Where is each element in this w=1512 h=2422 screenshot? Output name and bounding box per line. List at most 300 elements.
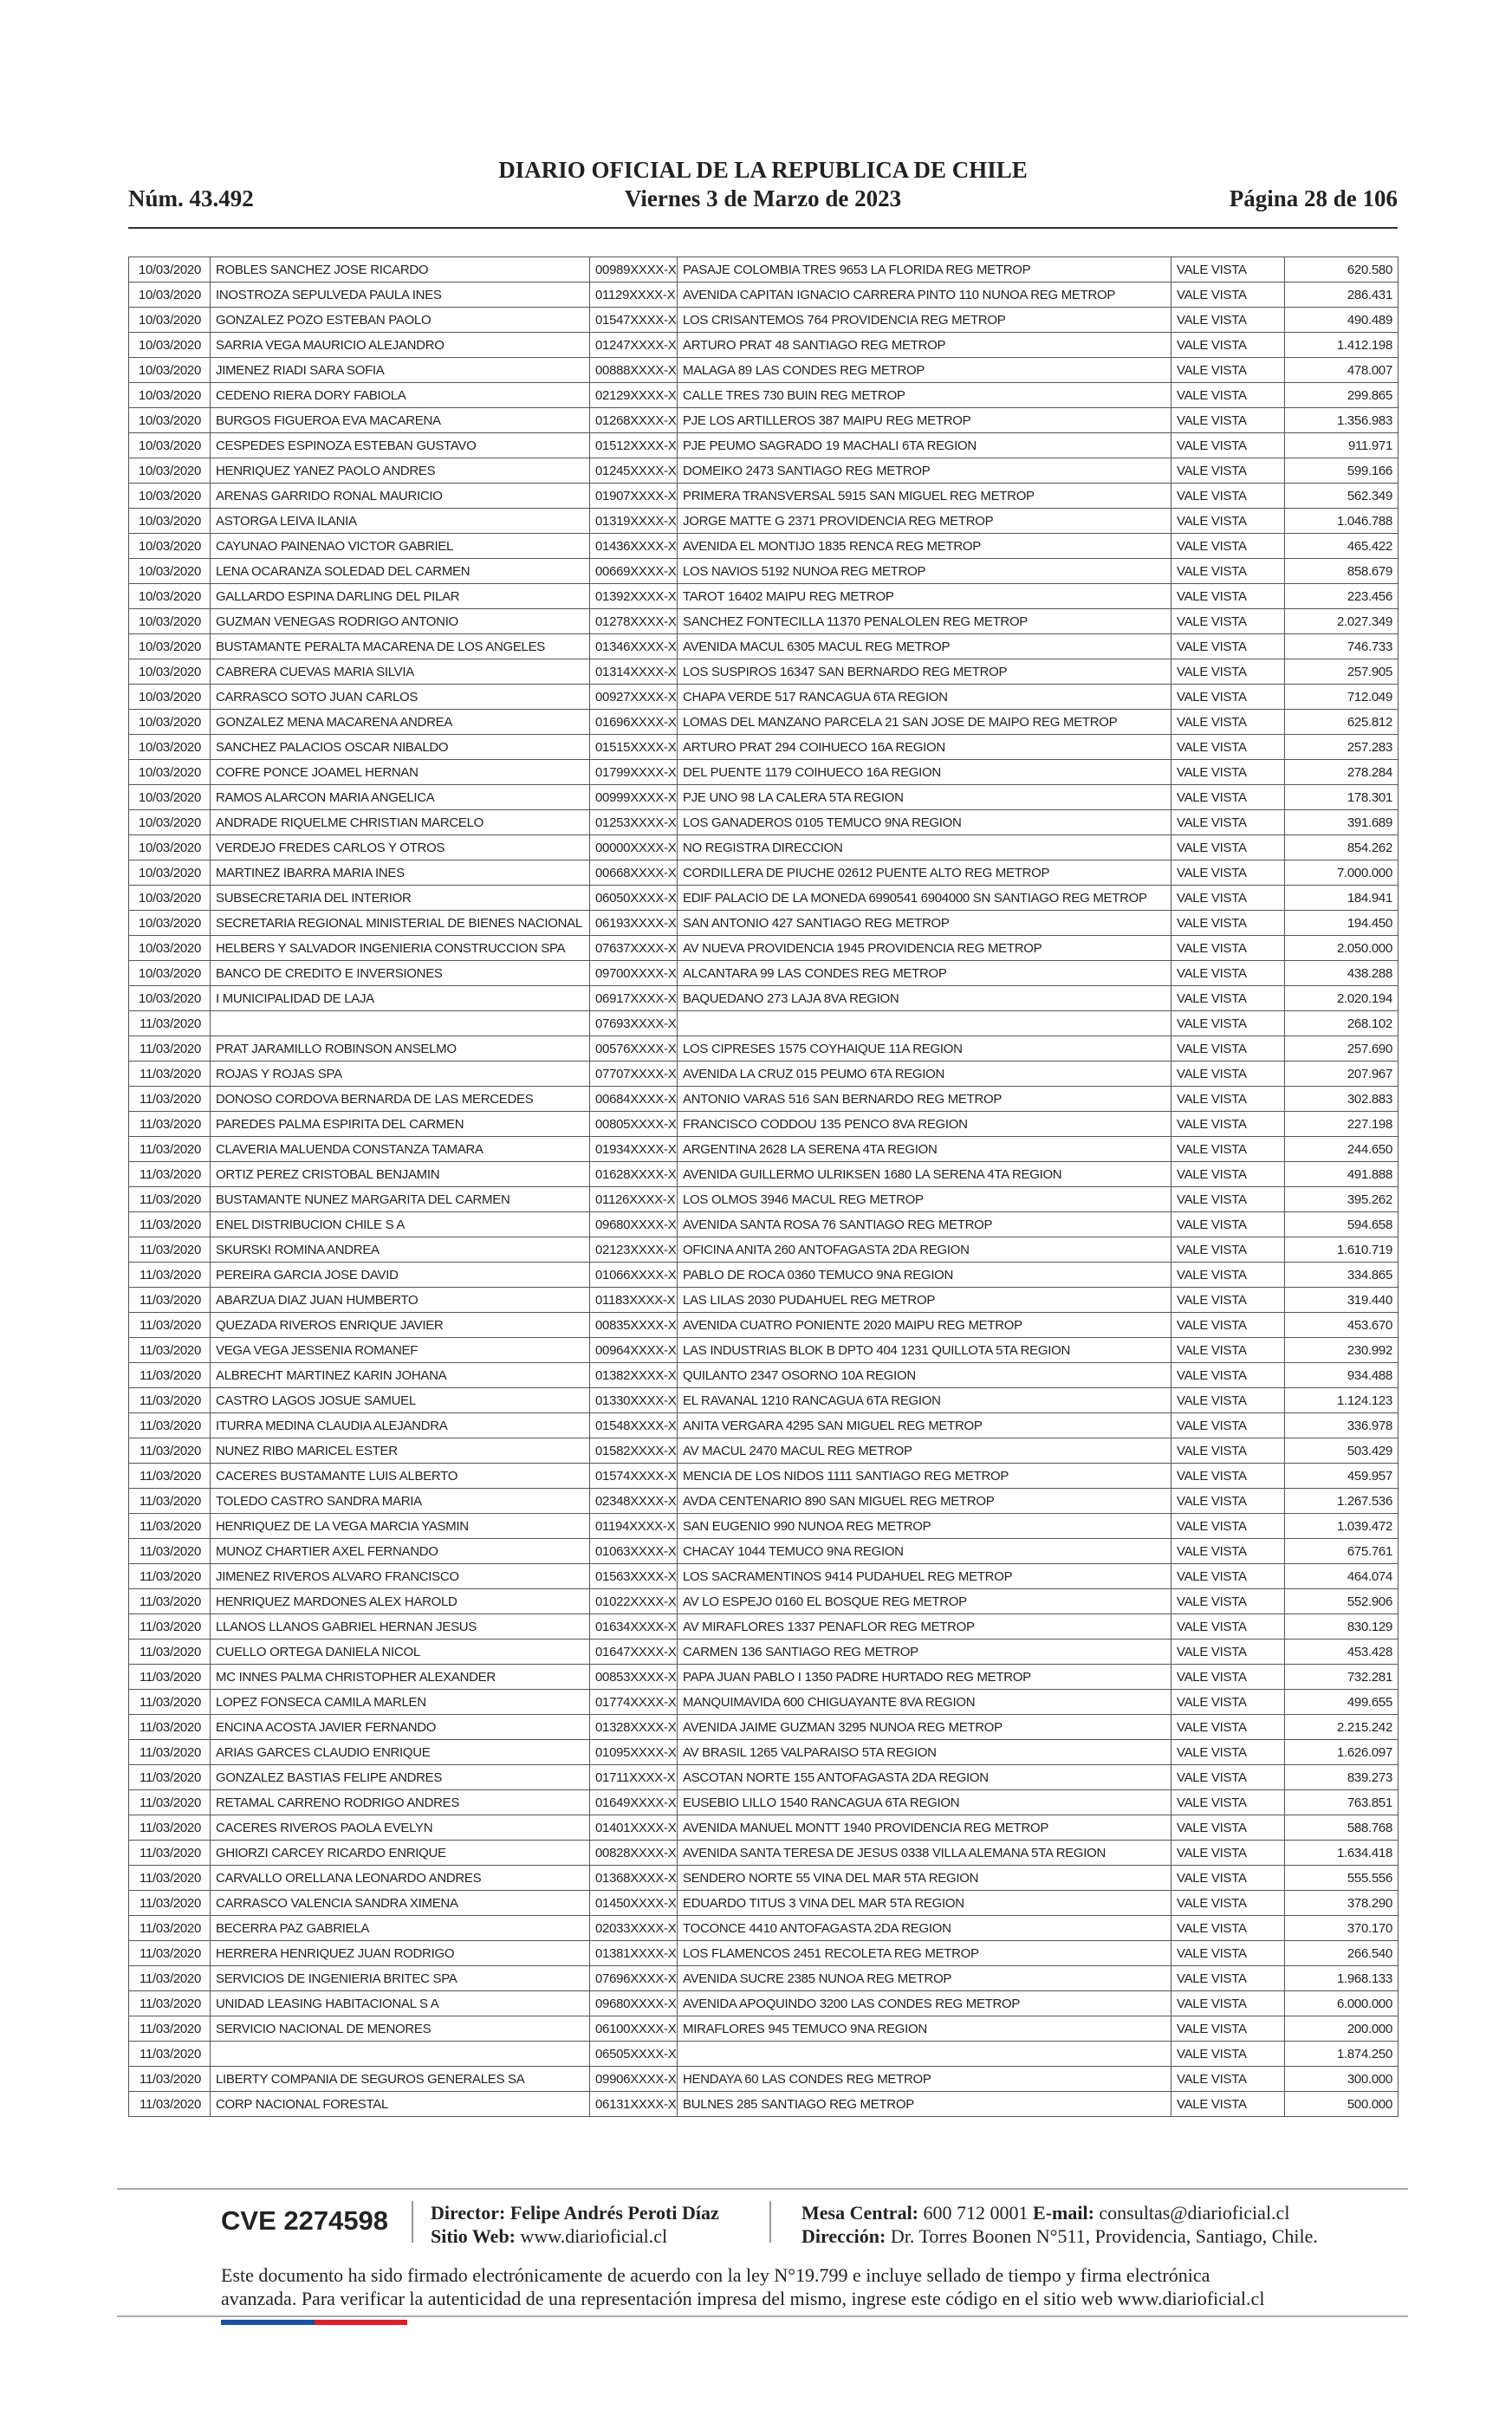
rut-cell: 01268XXXX-X [590,408,678,433]
beneficiary-name-cell: HENRIQUEZ MARDONES ALEX HAROLD [211,1589,590,1614]
amount-cell: 257.690 [1285,1036,1398,1062]
address-cell: CARMEN 136 SANTIAGO REG METROP [678,1640,1171,1665]
beneficiary-name-cell: I MUNICIPALIDAD DE LAJA [211,986,590,1011]
address-cell: ARTURO PRAT 294 COIHUECO 16A REGION [678,735,1171,760]
document-type-cell: VALE VISTA [1171,1740,1285,1765]
rut-cell: 01934XXXX-X [590,1137,678,1162]
rut-cell: 01346XXXX-X [590,634,678,659]
beneficiary-name-cell: HENRIQUEZ DE LA VEGA MARCIA YASMIN [211,1514,590,1539]
payment-date-cell: 10/03/2020 [129,559,211,584]
document-type-cell: VALE VISTA [1171,1866,1285,1891]
flag-stripe [221,2320,407,2325]
beneficiary-name-cell: HELBERS Y SALVADOR INGENIERIA CONSTRUCCION SPA [211,936,590,961]
document-type-cell: VALE VISTA [1171,1187,1285,1212]
address-cell: CHACAY 1044 TEMUCO 9NA REGION [678,1539,1171,1564]
beneficiary-name-cell: RAMOS ALARCON MARIA ANGELICA [211,785,590,810]
payment-date-cell: 10/03/2020 [129,961,211,986]
footer-separator [769,2201,771,2243]
address-cell: BULNES 285 SANTIAGO REG METROP [678,2092,1171,2117]
address-cell [678,2042,1171,2067]
address-cell: QUILANTO 2347 OSORNO 10A REGION [678,1363,1171,1388]
beneficiary-name-cell: BUSTAMANTE PERALTA MACARENA DE LOS ANGELES [211,634,590,659]
payment-date-cell: 10/03/2020 [129,710,211,735]
rut-cell: 00888XXXX-X [590,358,678,383]
payment-date-cell: 10/03/2020 [129,659,211,685]
rut-cell: 01126XXXX-X [590,1187,678,1212]
amount-cell: 230.992 [1285,1338,1398,1363]
address-cell: LOMAS DEL MANZANO PARCELA 21 SAN JOSE DE MAIPO REG METROP [678,710,1171,735]
rut-cell: 01436XXXX-X [590,534,678,559]
beneficiary-name-cell: CACERES RIVEROS PAOLA EVELYN [211,1815,590,1841]
document-type-cell: VALE VISTA [1171,685,1285,710]
address-cell: AV LO ESPEJO 0160 EL BOSQUE REG METROP [678,1589,1171,1614]
document-type-cell: VALE VISTA [1171,1614,1285,1640]
signature-note-line: Este documento ha sido firmado electrónicamente de acuerdo con la ley N°19.799 e incluye sellado de tiempo y firma electrónica [221,2264,1210,2286]
beneficiary-name-cell: SECRETARIA REGIONAL MINISTERIAL DE BIENES NACIONAL [211,911,590,936]
document-type-cell: VALE VISTA [1171,1062,1285,1087]
amount-cell: 2.215.242 [1285,1715,1398,1740]
table-row [129,2042,1398,2067]
table-row [129,358,1398,383]
rut-cell: 01450XXXX-X [590,1891,678,1916]
beneficiary-name-cell: SARRIA VEGA MAURICIO ALEJANDRO [211,333,590,358]
payment-date-cell: 10/03/2020 [129,458,211,484]
payment-date-cell: 10/03/2020 [129,810,211,835]
rut-cell: 07693XXXX-X [590,1011,678,1036]
payment-date-cell: 11/03/2020 [129,1137,211,1162]
amount-cell: 625.812 [1285,710,1398,735]
payment-date-cell: 11/03/2020 [129,1162,211,1187]
address-cell: SANCHEZ FONTECILLA 11370 PENALOLEN REG METROP [678,609,1171,634]
document-type-cell: VALE VISTA [1171,2092,1285,2117]
beneficiary-name-cell: BECERRA PAZ GABRIELA [211,1916,590,1941]
table-row [129,810,1398,835]
address-cell: MENCIA DE LOS NIDOS 1111 SANTIAGO REG METROP [678,1464,1171,1489]
table-row [129,1288,1398,1313]
beneficiary-name-cell: ROBLES SANCHEZ JOSE RICARDO [211,257,590,282]
amount-cell: 1.968.133 [1285,1966,1398,1991]
table-row [129,282,1398,308]
rut-cell: 06505XXXX-X [590,2042,678,2067]
beneficiary-name-cell: GALLARDO ESPINA DARLING DEL PILAR [211,584,590,609]
signature-note-line: avanzada. Para verificar la autenticidad de una representación impresa del mismo, ingrese este código en el sitio web www.diarioficial.cl [221,2288,1265,2309]
payment-date-cell: 11/03/2020 [129,1489,211,1514]
cve-code: CVE 2274598 [221,2205,389,2236]
payment-date-cell: 10/03/2020 [129,785,211,810]
payment-date-cell: 11/03/2020 [129,1941,211,1966]
rut-cell: 01574XXXX-X [590,1464,678,1489]
table-row [129,1514,1398,1539]
amount-cell: 319.440 [1285,1288,1398,1313]
amount-cell: 194.450 [1285,911,1398,936]
rut-cell: 06100XXXX-X [590,2016,678,2042]
rut-cell: 01907XXXX-X [590,484,678,509]
page-number: Página 28 de 106 [1229,185,1398,211]
beneficiary-name-cell: SERVICIOS DE INGENIERIA BRITEC SPA [211,1966,590,1991]
address-cell: LOS FLAMENCOS 2451 RECOLETA REG METROP [678,1941,1171,1966]
table-row [129,1790,1398,1815]
address-cell: AVENIDA APOQUINDO 3200 LAS CONDES REG METROP [678,1991,1171,2016]
rut-cell: 01628XXXX-X [590,1162,678,1187]
address-cell: LAS LILAS 2030 PUDAHUEL REG METROP [678,1288,1171,1313]
rut-cell: 01634XXXX-X [590,1614,678,1640]
address-cell: HENDAYA 60 LAS CONDES REG METROP [678,2067,1171,2092]
payment-date-cell: 11/03/2020 [129,1212,211,1237]
payment-date-cell: 10/03/2020 [129,860,211,886]
amount-cell: 438.288 [1285,961,1398,986]
beneficiary-name-cell: SUBSECRETARIA DEL INTERIOR [211,886,590,911]
address-cell: MANQUIMAVIDA 600 CHIGUAYANTE 8VA REGION [678,1690,1171,1715]
payment-date-cell: 11/03/2020 [129,1539,211,1564]
amount-cell: 1.124.123 [1285,1388,1398,1413]
document-type-cell: VALE VISTA [1171,911,1285,936]
beneficiary-name-cell: ALBRECHT MARTINEZ KARIN JOHANA [211,1363,590,1388]
beneficiary-name-cell: PAREDES PALMA ESPIRITA DEL CARMEN [211,1112,590,1137]
document-type-cell: VALE VISTA [1171,1162,1285,1187]
document-type-cell: VALE VISTA [1171,358,1285,383]
table-row [129,1263,1398,1288]
beneficiary-name-cell: BUSTAMANTE NUNEZ MARGARITA DEL CARMEN [211,1187,590,1212]
payment-date-cell: 10/03/2020 [129,886,211,911]
payment-date-cell: 11/03/2020 [129,2067,211,2092]
amount-cell: 395.262 [1285,1187,1398,1212]
amount-cell: 244.650 [1285,1137,1398,1162]
table-row [129,308,1398,333]
rut-cell: 01649XXXX-X [590,1790,678,1815]
beneficiary-name-cell: ROJAS Y ROJAS SPA [211,1062,590,1087]
address-cell: AV MACUL 2470 MACUL REG METROP [678,1438,1171,1464]
table-row [129,1438,1398,1464]
amount-cell: 302.883 [1285,1087,1398,1112]
address-cell: TOCONCE 4410 ANTOFAGASTA 2DA REGION [678,1916,1171,1941]
amount-cell: 1.626.097 [1285,1740,1398,1765]
beneficiary-name-cell: BANCO DE CREDITO E INVERSIONES [211,961,590,986]
rut-cell: 00828XXXX-X [590,1841,678,1866]
footer-divider-top [117,2188,1408,2190]
document-type-cell: VALE VISTA [1171,333,1285,358]
beneficiary-name-cell: ARIAS GARCES CLAUDIO ENRIQUE [211,1740,590,1765]
table-row [129,685,1398,710]
document-type-cell: VALE VISTA [1171,1891,1285,1916]
payment-date-cell: 11/03/2020 [129,1790,211,1815]
beneficiary-name-cell: UNIDAD LEASING HABITACIONAL S A [211,1991,590,2016]
rut-cell: 02129XXXX-X [590,383,678,408]
payment-date-cell: 10/03/2020 [129,333,211,358]
amount-cell: 934.488 [1285,1363,1398,1388]
document-type-cell: VALE VISTA [1171,1137,1285,1162]
website-link[interactable]: www.diarioficial.cl [520,2225,668,2247]
publication-title [128,156,1398,213]
table-row [129,1941,1398,1966]
rut-cell: 01392XXXX-X [590,584,678,609]
rut-cell: 07696XXXX-X [590,1966,678,1991]
address-cell: AVENIDA SANTA TERESA DE JESUS 0338 VILLA ALEMANA 5TA REGION [678,1841,1171,1866]
table-row [129,257,1398,282]
rut-cell: 01129XXXX-X [590,282,678,308]
document-type-cell: VALE VISTA [1171,1263,1285,1288]
publication-date: Viernes 3 de Marzo de 2023 [624,185,902,211]
table-row [129,1715,1398,1740]
table-row [129,1464,1398,1489]
contact-block [801,2201,1318,2248]
document-type-cell: VALE VISTA [1171,1640,1285,1665]
payment-date-cell: 10/03/2020 [129,484,211,509]
beneficiary-name-cell: ASTORGA LEIVA ILANIA [211,509,590,534]
address-cell: CHAPA VERDE 517 RANCAGUA 6TA REGION [678,685,1171,710]
rut-cell: 01381XXXX-X [590,1941,678,1966]
document-type-cell: VALE VISTA [1171,1589,1285,1614]
address-cell: AVDA CENTENARIO 890 SAN MIGUEL REG METROP [678,1489,1171,1514]
document-type-cell: VALE VISTA [1171,886,1285,911]
document-type-cell: VALE VISTA [1171,1690,1285,1715]
amount-cell: 763.851 [1285,1790,1398,1815]
beneficiary-name-cell: CACERES BUSTAMANTE LUIS ALBERTO [211,1464,590,1489]
rut-cell: 01548XXXX-X [590,1413,678,1438]
address-cell: PJE UNO 98 LA CALERA 5TA REGION [678,785,1171,810]
address-cell: DEL PUENTE 1179 COIHUECO 16A REGION [678,760,1171,785]
amount-cell: 6.000.000 [1285,1991,1398,2016]
beneficiary-name-cell: CUELLO ORTEGA DANIELA NICOL [211,1640,590,1665]
rut-cell: 01319XXXX-X [590,509,678,534]
flag-stripe-blue [221,2320,315,2325]
address-cell: ALCANTARA 99 LAS CONDES REG METROP [678,961,1171,986]
address-cell: EDIF PALACIO DE LA MONEDA 6990541 6904000 SN SANTIAGO REG METROP [678,886,1171,911]
document-type-cell: VALE VISTA [1171,1539,1285,1564]
beneficiary-name-cell: PEREIRA GARCIA JOSE DAVID [211,1263,590,1288]
document-type-cell: VALE VISTA [1171,2067,1285,2092]
beneficiary-name-cell: PRAT JARAMILLO ROBINSON ANSELMO [211,1036,590,1062]
amount-cell: 1.610.719 [1285,1237,1398,1263]
beneficiary-name-cell: RETAMAL CARRENO RODRIGO ANDRES [211,1790,590,1815]
document-type-cell: VALE VISTA [1171,1790,1285,1815]
rut-cell: 06050XXXX-X [590,886,678,911]
address-cell: ANTONIO VARAS 516 SAN BERNARDO REG METROP [678,1087,1171,1112]
document-type-cell: VALE VISTA [1171,1715,1285,1740]
table-row [129,760,1398,785]
document-type-cell: VALE VISTA [1171,1464,1285,1489]
address-cell: JORGE MATTE G 2371 PROVIDENCIA REG METROP [678,509,1171,534]
amount-cell: 555.556 [1285,1866,1398,1891]
amount-cell: 223.456 [1285,584,1398,609]
payment-date-cell: 11/03/2020 [129,1036,211,1062]
payment-date-cell: 11/03/2020 [129,1288,211,1313]
payment-date-cell: 11/03/2020 [129,1916,211,1941]
table-row [129,1112,1398,1137]
table-row [129,1866,1398,1891]
table-row [129,1187,1398,1212]
rut-cell: 01512XXXX-X [590,433,678,458]
beneficiary-name-cell: HERRERA HENRIQUEZ JUAN RODRIGO [211,1941,590,1966]
address-cell: AVENIDA SANTA ROSA 76 SANTIAGO REG METROP [678,1212,1171,1237]
signature-note [221,2263,1365,2310]
rut-cell: 01382XXXX-X [590,1363,678,1388]
amount-cell: 1.874.250 [1285,2042,1398,2067]
address-cell: AV BRASIL 1265 VALPARAISO 5TA REGION [678,1740,1171,1765]
payment-date-cell: 10/03/2020 [129,986,211,1011]
table-row [129,710,1398,735]
beneficiary-name-cell: INOSTROZA SEPULVEDA PAULA INES [211,282,590,308]
beneficiary-name-cell: BURGOS FIGUEROA EVA MACARENA [211,408,590,433]
address-cell: PAPA JUAN PABLO I 1350 PADRE HURTADO REG METROP [678,1665,1171,1690]
amount-cell: 268.102 [1285,1011,1398,1036]
amount-cell: 675.761 [1285,1539,1398,1564]
payment-date-cell: 10/03/2020 [129,911,211,936]
payment-date-cell: 11/03/2020 [129,1514,211,1539]
address-cell: PRIMERA TRANSVERSAL 5915 SAN MIGUEL REG METROP [678,484,1171,509]
email-link[interactable]: consultas@diarioficial.cl [1099,2202,1290,2224]
document-type-cell: VALE VISTA [1171,1363,1285,1388]
payment-date-cell: 11/03/2020 [129,2016,211,2042]
beneficiary-name-cell: JIMENEZ RIVEROS ALVARO FRANCISCO [211,1564,590,1589]
amount-cell: 854.262 [1285,835,1398,860]
rut-cell: 09680XXXX-X [590,1212,678,1237]
beneficiary-name-cell: NUNEZ RIBO MARICEL ESTER [211,1438,590,1464]
amount-cell: 594.658 [1285,1212,1398,1237]
amount-cell: 370.170 [1285,1916,1398,1941]
table-row [129,559,1398,584]
beneficiary-name-cell: GONZALEZ BASTIAS FELIPE ANDRES [211,1765,590,1790]
document-type-cell: VALE VISTA [1171,1288,1285,1313]
amount-cell: 599.166 [1285,458,1398,484]
table-row [129,408,1398,433]
address-cell: PABLO DE ROCA 0360 TEMUCO 9NA REGION [678,1263,1171,1288]
address-cell: LOS SUSPIROS 16347 SAN BERNARDO REG METROP [678,659,1171,685]
address-cell: AVENIDA MACUL 6305 MACUL REG METROP [678,634,1171,659]
beneficiary-name-cell: COFRE PONCE JOAMEL HERNAN [211,760,590,785]
rut-cell: 00684XXXX-X [590,1087,678,1112]
beneficiary-name-cell: MUNOZ CHARTIER AXEL FERNANDO [211,1539,590,1564]
beneficiary-name-cell: CASTRO LAGOS JOSUE SAMUEL [211,1388,590,1413]
address-cell: CORDILLERA DE PIUCHE 02612 PUENTE ALTO REG METROP [678,860,1171,886]
document-type-cell: VALE VISTA [1171,785,1285,810]
beneficiary-name-cell: CAYUNAO PAINENAO VICTOR GABRIEL [211,534,590,559]
rut-cell: 06131XXXX-X [590,2092,678,2117]
payment-date-cell: 11/03/2020 [129,1665,211,1690]
document-type-cell: VALE VISTA [1171,1916,1285,1941]
payment-date-cell: 11/03/2020 [129,1112,211,1137]
payment-date-cell: 11/03/2020 [129,1313,211,1338]
rut-cell: 06193XXXX-X [590,911,678,936]
beneficiary-name-cell: LLANOS LLANOS GABRIEL HERNAN JESUS [211,1614,590,1640]
address-cell: AVENIDA GUILLERMO ULRIKSEN 1680 LA SERENA 4TA REGION [678,1162,1171,1187]
table-row [129,534,1398,559]
payment-date-cell: 11/03/2020 [129,2042,211,2067]
rut-cell: 00000XXXX-X [590,835,678,860]
table-row [129,1991,1398,2016]
document-type-cell: VALE VISTA [1171,1313,1285,1338]
rut-cell: 00964XXXX-X [590,1338,678,1363]
address-cell: SENDERO NORTE 55 VINA DEL MAR 5TA REGION [678,1866,1171,1891]
document-type-cell: VALE VISTA [1171,1991,1285,2016]
table-row [129,1539,1398,1564]
table-row [129,1388,1398,1413]
rut-cell: 01582XXXX-X [590,1438,678,1464]
amount-cell: 459.957 [1285,1464,1398,1489]
director-label: Director: [431,2202,506,2224]
payment-date-cell: 11/03/2020 [129,1589,211,1614]
beneficiary-name-cell: ORTIZ PEREZ CRISTOBAL BENJAMIN [211,1162,590,1187]
beneficiary-name-cell: GONZALEZ POZO ESTEBAN PAOLO [211,308,590,333]
document-type-cell: VALE VISTA [1171,433,1285,458]
document-type-cell: VALE VISTA [1171,609,1285,634]
table-row [129,1162,1398,1187]
beneficiary-name-cell: CABRERA CUEVAS MARIA SILVIA [211,659,590,685]
table-row [129,1087,1398,1112]
beneficiary-name-cell [211,2042,590,2067]
beneficiary-name-cell: CEDENO RIERA DORY FABIOLA [211,383,590,408]
table-row [129,735,1398,760]
address-cell: ARGENTINA 2628 LA SERENA 4TA REGION [678,1137,1171,1162]
amount-cell: 830.129 [1285,1614,1398,1640]
payment-date-cell: 10/03/2020 [129,358,211,383]
table-row [129,1891,1398,1916]
amount-cell: 2.050.000 [1285,936,1398,961]
amount-cell: 490.489 [1285,308,1398,333]
table-row [129,1212,1398,1237]
payment-date-cell: 11/03/2020 [129,1891,211,1916]
rut-cell: 01245XXXX-X [590,458,678,484]
address-cell: LOS NAVIOS 5192 NUNOA REG METROP [678,559,1171,584]
amount-cell: 286.431 [1285,282,1398,308]
issue-number: Núm. 43.492 [128,185,254,211]
amount-cell: 178.301 [1285,785,1398,810]
rut-cell: 00999XXXX-X [590,785,678,810]
document-type-cell: VALE VISTA [1171,1212,1285,1237]
address-cell: AVENIDA CUATRO PONIENTE 2020 MAIPU REG METROP [678,1313,1171,1338]
beneficiary-name-cell: VEGA VEGA JESSENIA ROMANEF [211,1338,590,1363]
beneficiary-name-cell: LIBERTY COMPANIA DE SEGUROS GENERALES SA [211,2067,590,2092]
table-row [129,2067,1398,2092]
document-type-cell: VALE VISTA [1171,760,1285,785]
document-type-cell: VALE VISTA [1171,835,1285,860]
amount-cell: 503.429 [1285,1438,1398,1464]
address-cell: MIRAFLORES 945 TEMUCO 9NA REGION [678,2016,1171,2042]
table-row [129,1690,1398,1715]
address-cell: CALLE TRES 730 BUIN REG METROP [678,383,1171,408]
beneficiary-name-cell: JIMENEZ RIADI SARA SOFIA [211,358,590,383]
table-row [129,383,1398,408]
rut-cell: 01563XXXX-X [590,1564,678,1589]
document-type-cell: VALE VISTA [1171,1087,1285,1112]
amount-cell: 257.905 [1285,659,1398,685]
amount-cell: 562.349 [1285,484,1398,509]
document-type-cell: VALE VISTA [1171,534,1285,559]
amount-cell: 732.281 [1285,1665,1398,1690]
table-row [129,1036,1398,1062]
document-type-cell: VALE VISTA [1171,735,1285,760]
rut-cell: 01401XXXX-X [590,1815,678,1841]
beneficiary-name-cell: CESPEDES ESPINOZA ESTEBAN GUSTAVO [211,433,590,458]
amount-cell: 453.428 [1285,1640,1398,1665]
amount-cell: 911.971 [1285,433,1398,458]
table-row [129,936,1398,961]
document-type-cell: VALE VISTA [1171,484,1285,509]
address-cell: AVENIDA EL MONTIJO 1835 RENCA REG METROP [678,534,1171,559]
beneficiary-name-cell: CARRASCO VALENCIA SANDRA XIMENA [211,1891,590,1916]
rut-cell: 07707XXXX-X [590,1062,678,1087]
table-row [129,659,1398,685]
address-cell: EL RAVANAL 1210 RANCAGUA 6TA REGION [678,1388,1171,1413]
address-cell: AVENIDA SUCRE 2385 NUNOA REG METROP [678,1966,1171,1991]
address-cell: PASAJE COLOMBIA TRES 9653 LA FLORIDA REG METROP [678,257,1171,282]
payment-date-cell: 10/03/2020 [129,282,211,308]
document-type-cell: VALE VISTA [1171,1338,1285,1363]
amount-cell: 552.906 [1285,1589,1398,1614]
address-cell: SAN EUGENIO 990 NUNOA REG METROP [678,1514,1171,1539]
header-divider [128,227,1398,229]
footer-separator [412,2201,413,2243]
table-row [129,1489,1398,1514]
